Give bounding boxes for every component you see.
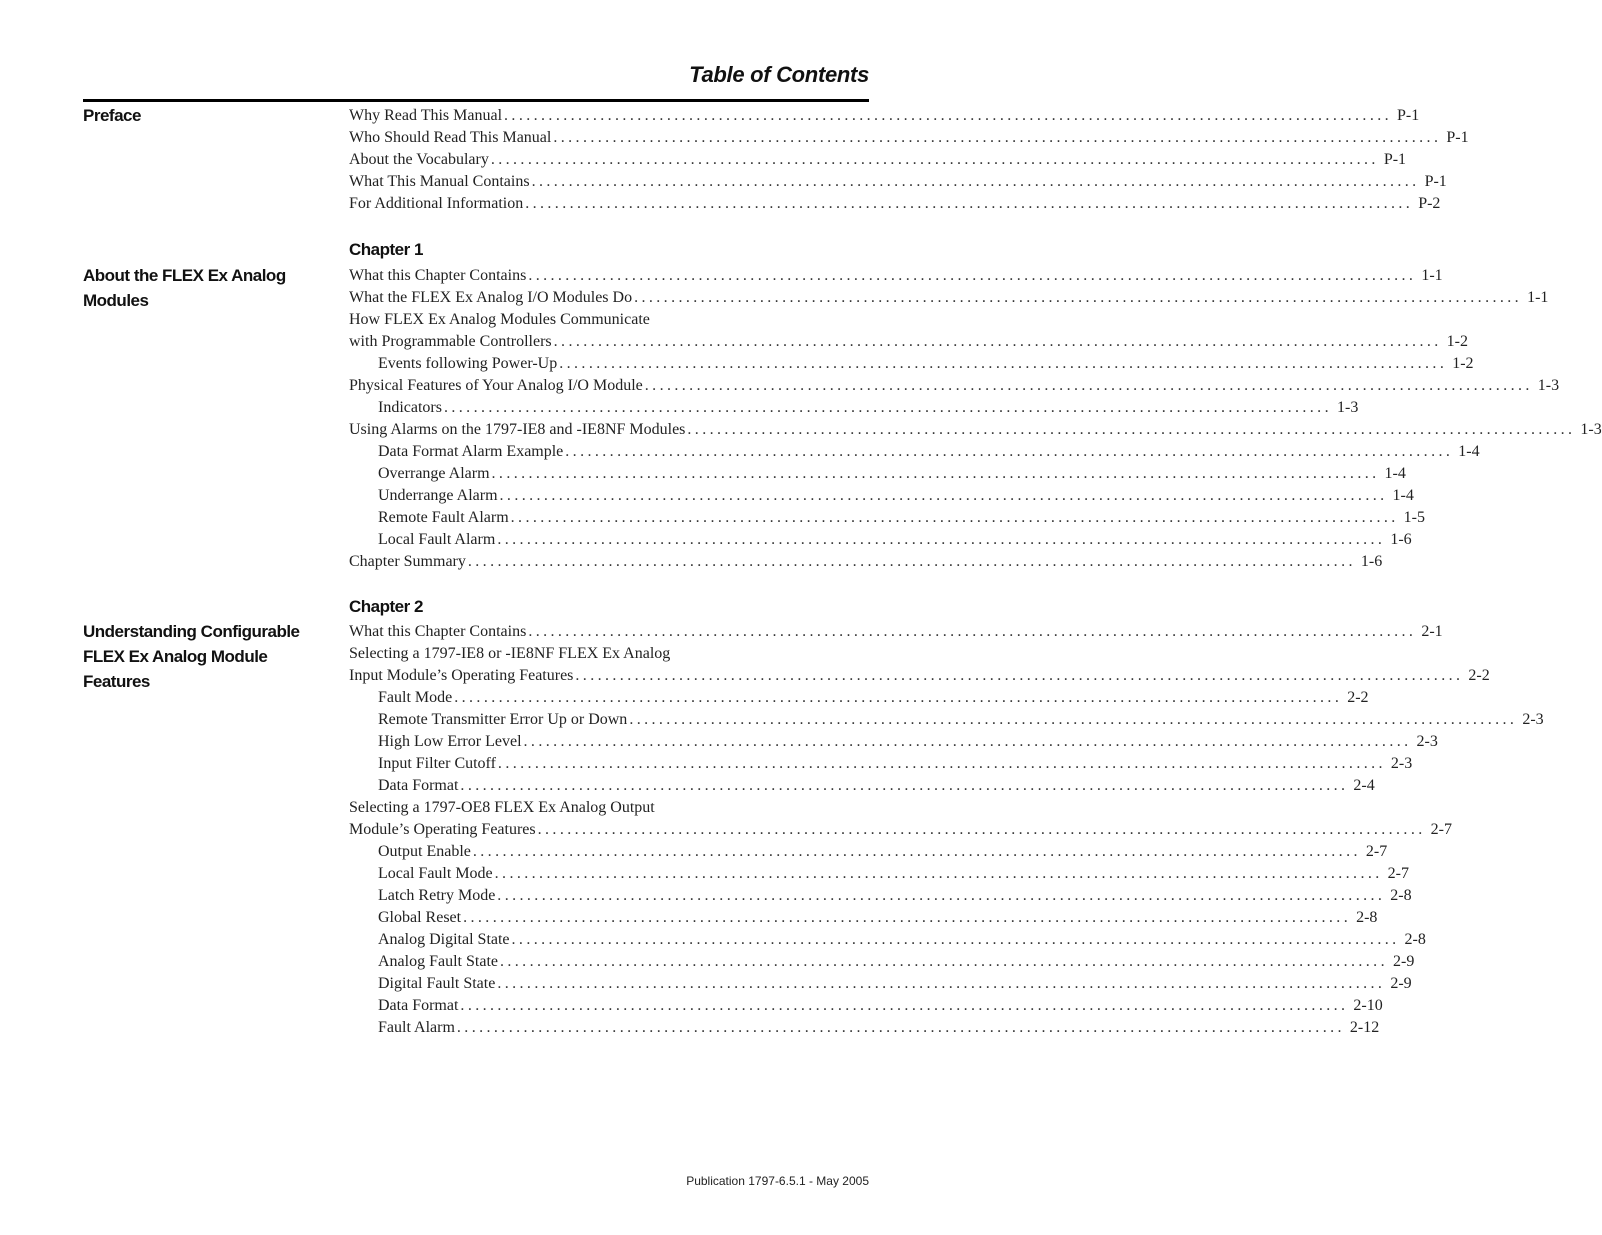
- toc-entry[interactable]: [349, 621, 1443, 643]
- dot-leader: ........................................................................................................................: [510, 509, 1399, 526]
- dot-leader: ........................................................................................................................: [553, 129, 1442, 146]
- toc-entry[interactable]: [349, 709, 1544, 731]
- chapter-heading-2: Chapter 2: [349, 597, 423, 616]
- toc-entry-title: Events following Power-Up: [378, 355, 558, 372]
- toc-entry-title: Remote Fault Alarm: [378, 509, 509, 526]
- dot-leader: ........................................................................................................................: [559, 355, 1448, 372]
- toc-entry[interactable]: [349, 331, 1468, 353]
- toc-entry-title: How FLEX Ex Analog Modules Communicate: [349, 311, 650, 328]
- toc-entry-title: Indicators: [378, 399, 442, 416]
- toc-entry-page: 1-3: [1537, 377, 1560, 394]
- dot-leader: ........................................................................................................................: [454, 689, 1343, 706]
- toc-entry-title: What the FLEX Ex Analog I/O Modules Do: [349, 289, 633, 306]
- toc-entry-page: 2-9: [1392, 953, 1415, 970]
- toc-entry-title: Selecting a 1797-IE8 or -IE8NF FLEX Ex Analog: [349, 645, 671, 662]
- toc-entry-title: Using Alarms on the 1797-IE8 and -IE8NF Modules: [349, 421, 686, 438]
- dot-leader: ........................................................................................................................: [525, 195, 1414, 212]
- toc-entry[interactable]: [349, 731, 1438, 753]
- title-rule: [83, 99, 869, 102]
- toc-entry[interactable]: [349, 951, 1415, 973]
- toc-entry-page: 2-8: [1390, 887, 1412, 904]
- toc-entry[interactable]: [349, 171, 1447, 193]
- toc-entry-page: 1-6: [1360, 553, 1383, 570]
- toc-entry[interactable]: [349, 287, 1549, 309]
- chapter-heading-1: Chapter 1: [349, 240, 423, 259]
- dot-leader: ........................................................................................................................: [644, 377, 1533, 394]
- toc-entry-page: 2-3: [1390, 755, 1413, 772]
- toc-entry-page: 2-7: [1430, 821, 1452, 838]
- toc-entry[interactable]: [349, 485, 1414, 507]
- toc-entry-page: 1-3: [1336, 399, 1359, 416]
- toc-entry-title: What This Manual Contains: [349, 173, 530, 190]
- toc-entry-title: Selecting a 1797-OE8 FLEX Ex Analog Output: [349, 799, 655, 816]
- dot-leader: ........................................................................................................................: [537, 821, 1426, 838]
- toc-entry[interactable]: [349, 529, 1412, 551]
- toc-entry[interactable]: [349, 841, 1388, 863]
- toc-entry-title: About the Vocabulary: [349, 151, 489, 168]
- dot-leader: ........................................................................................................................: [504, 107, 1393, 124]
- dot-leader: ........................................................................................................................: [499, 487, 1388, 504]
- dot-leader: ........................................................................................................................: [499, 953, 1388, 970]
- dot-leader: ........................................................................................................................: [472, 843, 1361, 860]
- dot-leader: ........................................................................................................................: [491, 465, 1380, 482]
- toc-entry-title: Data Format: [378, 997, 459, 1014]
- dot-leader: ........................................................................................................................: [629, 711, 1518, 728]
- dot-leader: ........................................................................................................................: [497, 531, 1386, 548]
- dot-leader: ........................................................................................................................: [467, 553, 1356, 570]
- toc-entry-title: Input Module’s Operating Features: [349, 667, 574, 684]
- toc-entry[interactable]: [349, 929, 1426, 951]
- publication-footer: Publication 1797-6.5.1 - May 2005: [686, 1174, 869, 1188]
- toc-entry-title: Remote Transmitter Error Up or Down: [378, 711, 628, 728]
- toc-entry-page: P-1: [1383, 151, 1407, 168]
- toc-entry-title: What this Chapter Contains: [349, 623, 527, 640]
- dot-leader: ........................................................................................................................: [463, 909, 1352, 926]
- toc-entry-title: Output Enable: [378, 843, 471, 860]
- toc-list-preface: [349, 105, 1469, 215]
- dot-leader: ........................................................................................................................: [490, 151, 1379, 168]
- toc-entry[interactable]: [349, 397, 1359, 419]
- toc-entry[interactable]: [349, 819, 1452, 841]
- toc-entry-page: 1-1: [1527, 289, 1549, 306]
- dot-leader: ........................................................................................................................: [511, 931, 1400, 948]
- toc-entry-title: Underrange Alarm: [378, 487, 498, 504]
- toc-entry-page: 2-7: [1387, 865, 1409, 882]
- toc-entry-title: Local Fault Mode: [378, 865, 493, 882]
- dot-leader: ........................................................................................................................: [494, 865, 1383, 882]
- toc-entry-page: P-1: [1397, 107, 1420, 124]
- dot-leader: ........................................................................................................................: [528, 267, 1417, 284]
- dot-leader: ........................................................................................................................: [497, 887, 1386, 904]
- toc-entry[interactable]: [349, 665, 1490, 687]
- toc-entry-title: Chapter Summary: [349, 553, 466, 570]
- toc-entry[interactable]: [349, 127, 1469, 149]
- toc-entry[interactable]: [349, 463, 1406, 485]
- toc-entry-page: 2-3: [1416, 733, 1438, 750]
- toc-entry[interactable]: [349, 775, 1375, 797]
- toc-list-chapter-2: [349, 621, 1544, 1039]
- toc-entry[interactable]: [349, 441, 1480, 463]
- toc-entry-page: P-2: [1418, 195, 1441, 212]
- toc-entry-page: P-1: [1446, 129, 1469, 146]
- toc-entry-page: 2-9: [1390, 975, 1412, 992]
- toc-entry-page: 2-8: [1356, 909, 1378, 926]
- toc-entry-title: Local Fault Alarm: [378, 531, 496, 548]
- toc-entry-title: Input Filter Cutoff: [378, 755, 496, 772]
- toc-entry-title: For Additional Information: [349, 195, 524, 212]
- toc-entry-page: 1-1: [1421, 267, 1443, 284]
- toc-entry-title: with Programmable Controllers: [349, 333, 552, 350]
- toc-entry-title: Fault Mode: [378, 689, 453, 706]
- toc-entry[interactable]: [349, 419, 1602, 441]
- toc-entry[interactable]: [349, 863, 1409, 885]
- toc-entry[interactable]: [349, 643, 869, 665]
- toc-entry[interactable]: [349, 265, 1443, 287]
- toc-entry-page: 2-2: [1347, 689, 1369, 706]
- toc-entry-title: Analog Digital State: [378, 931, 510, 948]
- toc-entry-page: 2-4: [1353, 777, 1375, 794]
- toc-entry[interactable]: [349, 687, 1369, 709]
- dot-leader: ........................................................................................................................: [553, 333, 1442, 350]
- toc-entry[interactable]: [349, 1017, 1380, 1039]
- dot-leader: ........................................................................................................................: [497, 975, 1386, 992]
- toc-entry[interactable]: [349, 353, 1474, 375]
- toc-entry-page: 2-2: [1468, 667, 1490, 684]
- toc-entry[interactable]: [349, 309, 869, 331]
- toc-entry-title: Module’s Operating Features: [349, 821, 536, 838]
- toc-entry-page: 1-4: [1392, 487, 1414, 504]
- toc-entry[interactable]: [349, 149, 1407, 171]
- toc-entry[interactable]: [349, 551, 1383, 573]
- dot-leader: ........................................................................................................................: [460, 997, 1349, 1014]
- toc-entry-page: 1-3: [1580, 421, 1602, 438]
- dot-leader: ........................................................................................................................: [528, 623, 1417, 640]
- dot-leader: ........................................................................................................................: [531, 173, 1420, 190]
- toc-entry-title: Data Format Alarm Example: [378, 443, 564, 460]
- toc-entry-page: 2-10: [1353, 997, 1383, 1014]
- toc-entry-page: 1-6: [1390, 531, 1412, 548]
- toc-entry[interactable]: [349, 907, 1378, 929]
- toc-entry-title: Who Should Read This Manual: [349, 129, 552, 146]
- toc-entry[interactable]: [349, 885, 1412, 907]
- toc-entry[interactable]: [349, 797, 869, 819]
- toc-entry-title: Latch Retry Mode: [378, 887, 496, 904]
- toc-entry-page: 1-2: [1446, 333, 1468, 350]
- toc-entry[interactable]: [349, 753, 1413, 775]
- toc-list-chapter-1: [349, 265, 1602, 573]
- section-label-preface: Preface: [83, 106, 141, 125]
- toc-entry-title: Why Read This Manual: [349, 107, 503, 124]
- toc-entry-title: Physical Features of Your Analog I/O Module: [349, 377, 643, 394]
- toc-entry-page: 1-5: [1403, 509, 1425, 526]
- dot-leader: ........................................................................................................................: [687, 421, 1576, 438]
- toc-entry-title: Global Reset: [378, 909, 462, 926]
- toc-entry[interactable]: [349, 507, 1425, 529]
- toc-entry-page: 1-2: [1452, 355, 1474, 372]
- toc-entry-page: 2-1: [1421, 623, 1443, 640]
- toc-entry-page: 2-12: [1349, 1019, 1380, 1036]
- toc-entry-title: Digital Fault State: [378, 975, 496, 992]
- dot-leader: ........................................................................................................................: [443, 399, 1332, 416]
- toc-entry-page: 2-7: [1365, 843, 1388, 860]
- dot-leader: ........................................................................................................................: [523, 733, 1412, 750]
- toc-entry[interactable]: [349, 973, 1412, 995]
- toc-entry-title: High Low Error Level: [378, 733, 522, 750]
- toc-entry-title: Data Format: [378, 777, 459, 794]
- dot-leader: ........................................................................................................................: [634, 289, 1523, 306]
- toc-entry-title: Analog Fault State: [378, 953, 498, 970]
- toc-entry[interactable]: [349, 105, 1420, 127]
- toc-entry-title: Fault Alarm: [378, 1019, 455, 1036]
- toc-entry-page: 2-8: [1404, 931, 1426, 948]
- dot-leader: ........................................................................................................................: [497, 755, 1386, 772]
- page-title: Table of Contents: [689, 62, 869, 87]
- toc-entry[interactable]: [349, 995, 1383, 1017]
- toc-entry-page: 1-4: [1384, 465, 1406, 482]
- toc-entry[interactable]: [349, 375, 1560, 397]
- toc-entry-page: P-1: [1424, 173, 1447, 190]
- toc-entry-title: Overrange Alarm: [378, 465, 490, 482]
- section-label-chapter-2: Understanding Configurable FLEX Ex Analog Module Features: [83, 622, 300, 691]
- toc-entry[interactable]: [349, 193, 1441, 215]
- toc-entry-page: 2-3: [1522, 711, 1544, 728]
- toc-entry-title: What this Chapter Contains: [349, 267, 527, 284]
- section-label-chapter-1: About the FLEX Ex Analog Modules: [83, 266, 286, 310]
- dot-leader: ........................................................................................................................: [456, 1019, 1345, 1036]
- toc-entry-page: 1-4: [1458, 443, 1480, 460]
- dot-leader: ........................................................................................................................: [575, 667, 1464, 684]
- dot-leader: ........................................................................................................................: [460, 777, 1349, 794]
- dot-leader: ........................................................................................................................: [565, 443, 1454, 460]
